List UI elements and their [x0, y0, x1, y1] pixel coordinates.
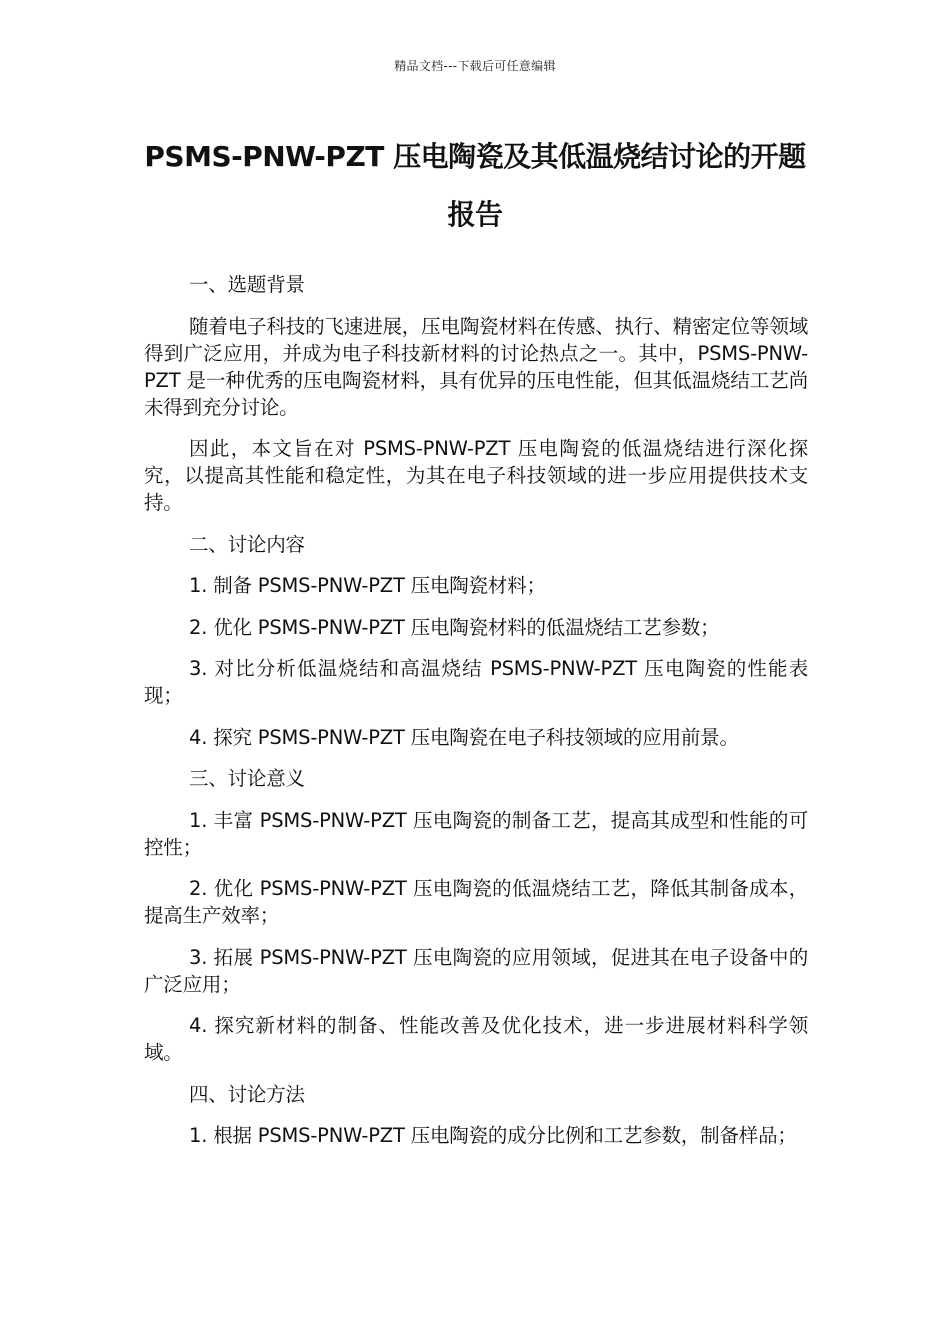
list-item-content-3: 3. 对比分析低温烧结和高温烧结 PSMS-PNW-PZT 压电陶瓷的性能表现；	[144, 657, 808, 707]
list-item-significance-4: 4. 探究新材料的制备、性能改善及优化技术，进一步进展材料科学领域。	[144, 1014, 808, 1064]
document-body	[144, 271, 808, 1164]
document-title: PSMS-PNW-PZT 压电陶瓷及其低温烧结讨论的开题报告	[144, 140, 806, 231]
section-heading-background: 一、选题背景	[189, 273, 305, 296]
paragraph-background-1: 随着电子科技的飞速进展，压电陶瓷材料在传感、执行、精密定位等领域得到广泛应用，并成为电子科技新材料的讨论热点之一。其中，PSMS-PNW-PZT 是一种优秀的压电陶瓷材料，具有优异的压电性能，但其低温烧结工艺尚未得到充分讨论。	[144, 314, 808, 419]
section-heading-significance: 三、讨论意义	[189, 767, 305, 790]
paragraph-background-2: 因此，本文旨在对 PSMS-PNW-PZT 压电陶瓷的低温烧结进行深化探究，以提高其性能和稳定性，为其在电子科技领域的进一步应用提供技术支持。	[144, 437, 808, 514]
list-item-methods-1: 1. 根据 PSMS-PNW-PZT 压电陶瓷的成分比例和工艺参数，制备样品；	[189, 1124, 797, 1147]
list-item-significance-1: 1. 丰富 PSMS-PNW-PZT 压电陶瓷的制备工艺，提高其成型和性能的可控性；	[144, 808, 808, 859]
list-item-significance-3: 3. 拓展 PSMS-PNW-PZT 压电陶瓷的应用领域，促进其在电子设备中的广泛应用；	[144, 945, 808, 996]
header-note: 精品文档---下载后可任意编辑	[394, 59, 556, 73]
section-heading-content: 二、讨论内容	[189, 532, 305, 556]
list-item-content-1: 1. 制备 PSMS-PNW-PZT 压电陶瓷材料；	[189, 574, 546, 597]
section-heading-methods: 四、讨论方法	[189, 1082, 305, 1106]
list-item-content-2: 2. 优化 PSMS-PNW-PZT 压电陶瓷材料的低温烧结工艺参数；	[189, 615, 720, 639]
list-item-content-4: 4. 探究 PSMS-PNW-PZT 压电陶瓷在电子科技领域的应用前景。	[189, 725, 739, 749]
list-item-significance-2: 2. 优化 PSMS-PNW-PZT 压电陶瓷的低温烧结工艺，降低其制备成本，提高生产效率；	[144, 877, 808, 927]
